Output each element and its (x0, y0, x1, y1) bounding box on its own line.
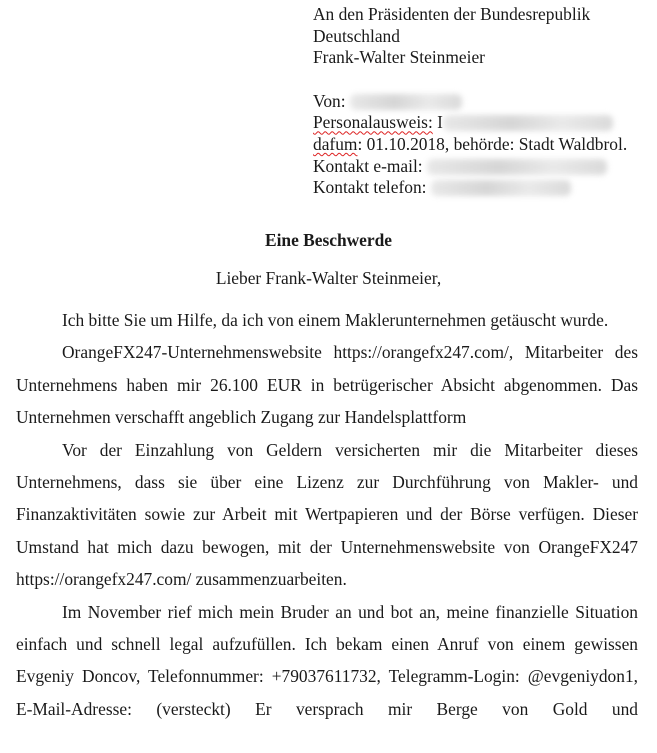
id-prefix: I (437, 112, 443, 133)
redacted-name (350, 94, 462, 110)
sender-email-row (313, 156, 657, 178)
redacted-email (427, 159, 607, 175)
sender-phone-row (313, 177, 657, 199)
redacted-phone (431, 180, 571, 196)
email-label: Kontakt e-mail: (313, 155, 423, 176)
recipient-line-3: Frank-Walter Steinmeier (313, 47, 485, 68)
paragraph-2: OrangeFX247-Unternehmenswebsite https://orangefx247.com/, Mitarbeiter des Unternehmens haben mir 26.100 EUR in betrügerischer Absicht abgenommen. Das Unternehmen verschafft angeblich Zugang zur Handelsplattform (16, 342, 638, 428)
phone-label: Kontakt telefon: (313, 177, 427, 198)
sender-date-row (313, 134, 657, 156)
recipient-line-2: Deutschland (313, 25, 400, 46)
date-word: dafum (313, 133, 358, 154)
sender-id-row (313, 112, 657, 134)
salutation: Lieber Frank-Walter Steinmeier, (215, 268, 442, 288)
sender-from-row (313, 91, 657, 113)
date-rest: : 01.10.2018, behörde: Stadt Waldbrol. (357, 133, 628, 154)
paragraph-3: Vor der Einzahlung von Geldern versicherten mir die Mitarbeiter dieses Unternehmens, dass sie über eine Lizenz zur Durchführung von Makler- und Finanzaktivitäten sowie zur Arbeit mit Wertpapieren und der Börse verfügen. Dieser Umstand hat mich dazu bewogen, mit der Unternehmenswebsite von OrangeFX247 https://orangefx247.com/ zusammenzuarbeiten. (16, 439, 638, 590)
recipient-line-1: An den Präsidenten der Bundesrepublik (313, 4, 591, 24)
from-label: Von: (313, 90, 346, 111)
paragraph-1: Ich bitte Sie um Hilfe, da ich von einem Maklerunternehmen getäuscht wurde. (62, 310, 609, 330)
letter-body (16, 304, 638, 725)
document-title: Eine Beschwerde (264, 230, 393, 250)
redacted-id (443, 115, 613, 131)
paragraph-4: Im November rief mich mein Bruder an und bot an, meine finanzielle Situation einfach und schnell legal aufzufüllen. Ich bekam einen Anruf von einem gewissen Evgeniy Doncov, Telefonnummer: +79037611732, Telegramm-Login: @evgeniydon1, E-Mail-Adresse: (versteckt) Er versprach mir Berge von Gold und (16, 601, 638, 719)
id-label: Personalausweis: (313, 112, 433, 133)
address-block (313, 4, 657, 199)
